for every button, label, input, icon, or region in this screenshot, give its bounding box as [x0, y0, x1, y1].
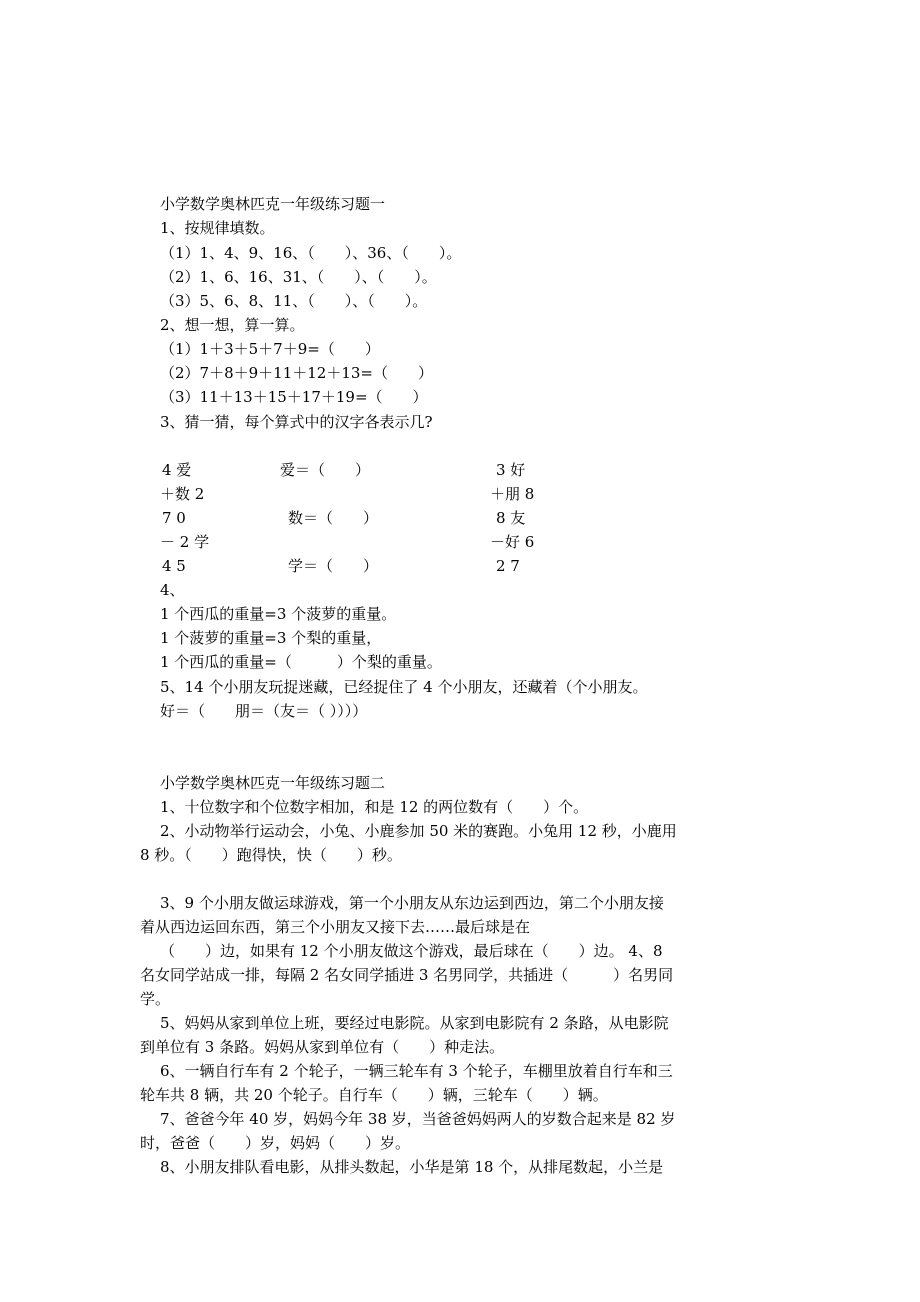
puzzle-right-line-4: －好 6	[490, 533, 535, 551]
puzzle-answer-shu: 数＝（ ）	[288, 509, 379, 527]
sheet2-line-2: 2、小动物举行运动会，小兔、小鹿参加 50 米的赛跑。小兔用 12 秒，小鹿用	[160, 822, 677, 840]
puzzle-right-line-2: ＋朋 8	[490, 485, 535, 503]
puzzle-answer-xue: 学＝（ ）	[288, 557, 379, 575]
puzzle-right-line-3: 8 友	[496, 509, 526, 527]
question-4-line-2: 1 个菠萝的重量=3 个梨的重量，	[160, 629, 382, 647]
question-1-title: 1、按规律填数。	[160, 219, 275, 237]
question-2-item-3: （3）11＋13＋15＋17＋19=（ ）	[160, 388, 428, 406]
worksheet-1-title: 小学数学奥林匹克一年级练习题一	[160, 195, 386, 213]
sheet2-line-14: 时，爸爸（ ）岁，妈妈（ ）岁。	[140, 1134, 411, 1152]
question-1-item-3: （3）5、6、8、11、（ ）、（ ）。	[160, 292, 428, 310]
question-2-title: 2、想一想，算一算。	[160, 316, 305, 334]
puzzle-left-line-1: 4 爱	[162, 461, 192, 479]
question-4-title: 4、	[160, 581, 185, 599]
puzzle-left-line-2: ＋数 2	[160, 485, 205, 503]
puzzle-right-line-5: 2 7	[496, 557, 520, 575]
question-2-item-1: （1）1＋3＋5＋7＋9=（ ）	[160, 340, 380, 358]
puzzle-left-line-5: 4 5	[162, 557, 186, 575]
sheet2-line-7: 名女同学站成一排，每隔 2 名女同学插进 3 名男同学，共插进（ ）名男同	[140, 966, 674, 984]
sheet2-line-5: 着从西边运回东西，第三个小朋友又接下去……最后球是在	[140, 918, 531, 936]
question-4-line-1: 1 个西瓜的重量=3 个菠萝的重量。	[160, 605, 397, 623]
sheet2-line-15: 8、小朋友排队看电影，从排头数起，小华是第 18 个，从排尾数起，小兰是	[160, 1158, 664, 1176]
question-1-item-1: （1）1、4、9、16、（ ）、36、（ ）。	[160, 244, 462, 262]
question-4-line-3: 1 个西瓜的重量=（ ）个梨的重量。	[160, 653, 442, 671]
puzzle-left-line-3: 7 0	[162, 509, 186, 527]
question-1-item-2: （2）1、6、16、31、（ ）、（ ）。	[160, 268, 437, 286]
puzzle-right-line-1: 3 好	[496, 461, 526, 479]
question-2-item-2: （2）7＋8＋9＋11＋12＋13=（ ）	[160, 364, 434, 382]
sheet2-line-10: 到单位有 3 条路。妈妈从家到单位有（ ）种走法。	[140, 1038, 505, 1056]
sheet2-line-1: 1、十位数字和个位数字相加，和是 12 的两位数有（ ）个。	[160, 798, 589, 816]
puzzle-answer-ai: 爱＝（ ）	[280, 461, 371, 479]
sheet2-line-3: 8 秒。（ ）跑得快，快（ ）秒。	[140, 846, 402, 864]
sheet2-line-4: 3、9 个小朋友做运球游戏，第一个小朋友从东边运到西边，第二个小朋友接	[160, 894, 664, 912]
sheet2-line-6: （ ）边，如果有 12 个小朋友做这个游戏，最后球在（ ）边。 4、8	[160, 942, 663, 960]
question-3-title: 3、猜一猜，每个算式中的汉字各表示几?	[160, 413, 433, 431]
sheet2-line-13: 7、爸爸今年 40 岁，妈妈今年 38 岁，当爸爸妈妈两人的岁数合起来是 82 岁	[160, 1110, 676, 1128]
sheet2-line-12: 轮车共 8 辆，共 20 个轮子。自行车（ ）辆，三轮车（ ）辆。	[140, 1086, 608, 1104]
sheet2-line-8: 学。	[140, 990, 171, 1008]
sheet2-line-9: 5、妈妈从家到单位上班，要经过电影院。从家到电影院有 2 条路，从电影院	[160, 1014, 669, 1032]
question-5-extra: 好＝（ 朋＝（友＝（ ））））	[160, 702, 368, 720]
puzzle-left-line-4: － 2 学	[160, 533, 210, 551]
question-5-text: 5、14 个小朋友玩捉迷藏，已经捉住了 4 个小朋友，还藏着（个小朋友。	[160, 678, 648, 696]
worksheet-2-title: 小学数学奥林匹克一年级练习题二	[160, 774, 386, 792]
sheet2-line-11: 6、一辆自行车有 2 个轮子，一辆三轮车有 3 个轮子，车棚里放着自行车和三	[160, 1062, 673, 1080]
